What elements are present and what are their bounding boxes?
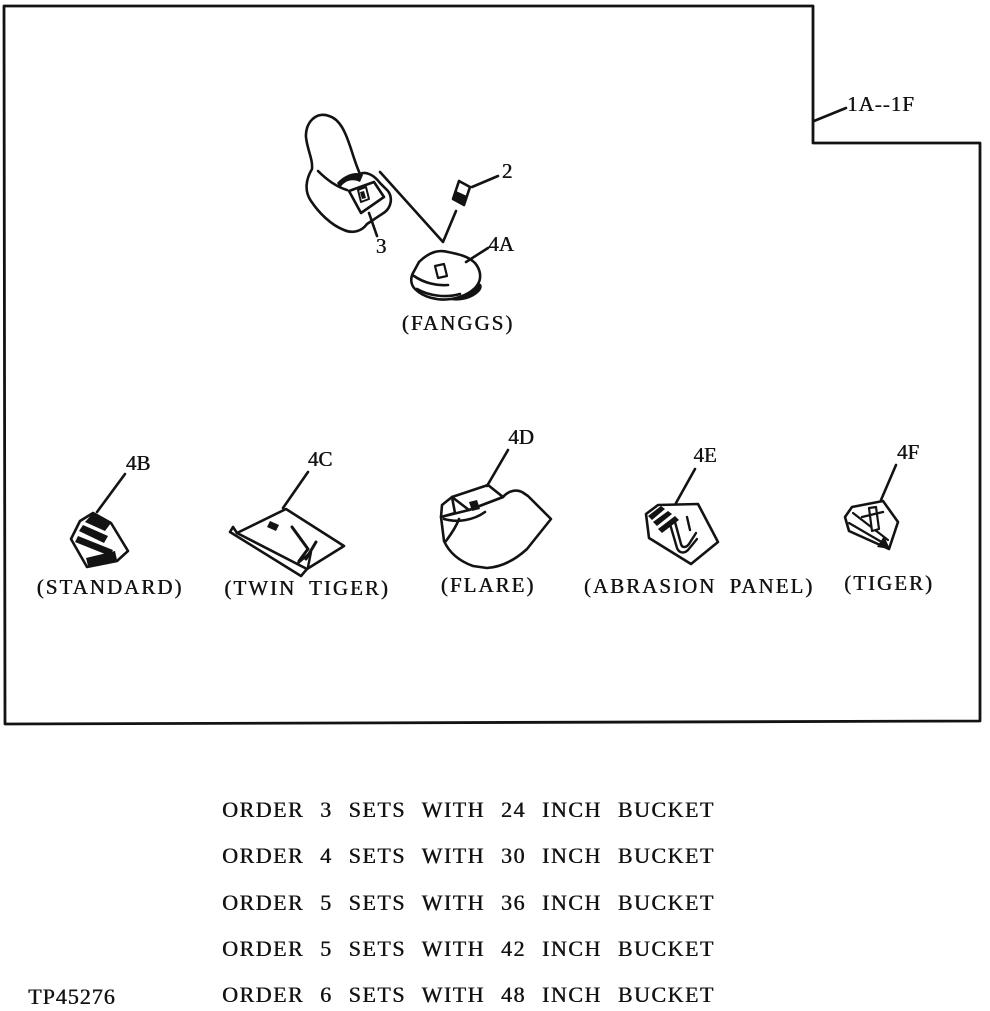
callout-4a-leader xyxy=(466,248,488,262)
abrasion-panel-caption: (ABRASION PANEL) xyxy=(583,574,815,598)
order-instruction-line: ORDER 5 SETS WITH 42 INCH BUCKET xyxy=(222,936,715,961)
pin-drawing xyxy=(453,176,498,205)
callout-3-label: 3 xyxy=(375,234,387,258)
flare-tooth-drawing xyxy=(441,450,551,568)
callout-4e-leader xyxy=(676,469,695,503)
order-instruction-line: ORDER 5 SETS WITH 36 INCH BUCKET xyxy=(222,890,715,915)
doc-code: TP45276 xyxy=(28,984,116,1009)
tiger-prong xyxy=(869,507,879,531)
range-leader-line xyxy=(814,108,846,121)
twin-tiger-tooth-drawing xyxy=(230,472,344,576)
standard-caption: (STANDARD) xyxy=(36,575,184,599)
twin-tiger-caption: (TWIN TIGER) xyxy=(224,576,390,600)
callout-4e-label: 4E xyxy=(693,443,717,467)
callout-2-leader xyxy=(472,176,498,187)
tiger-tooth-drawing xyxy=(845,465,898,549)
fanggs-tooth-drawing xyxy=(411,248,488,301)
callout-4a-label: 4A xyxy=(488,232,514,256)
fanggs-caption: (FANGGS) xyxy=(401,311,515,335)
fanggs-hole xyxy=(435,264,447,278)
adapter-drawing xyxy=(306,115,391,236)
order-instruction-line: ORDER 4 SETS WITH 30 INCH BUCKET xyxy=(222,843,715,868)
callout-4c-label: 4C xyxy=(307,447,333,471)
abrasion-panel-drawing xyxy=(646,469,718,564)
assembly-reference-lines xyxy=(380,172,456,242)
flare-caption: (FLARE) xyxy=(440,573,536,597)
callout-2-label: 2 xyxy=(501,159,513,183)
callout-4f-label: 4F xyxy=(896,440,920,464)
callout-4c-leader xyxy=(283,472,308,508)
callout-4b-leader xyxy=(97,474,125,512)
tiger-caption: (TIGER) xyxy=(844,571,934,595)
flare-nose-facet xyxy=(441,497,455,517)
range-label: 1A--1F xyxy=(847,92,915,116)
order-instruction-line: ORDER 6 SETS WITH 48 INCH BUCKET xyxy=(222,982,715,1007)
callout-4d-leader xyxy=(487,450,508,486)
callout-4b-label: 4B xyxy=(125,451,151,475)
order-instruction-line: ORDER 3 SETS WITH 24 INCH BUCKET xyxy=(222,797,715,822)
twin-tiger-plate xyxy=(237,509,344,569)
standard-tooth-drawing xyxy=(71,474,128,567)
callout-4f-leader xyxy=(881,465,896,500)
callout-4d-label: 4D xyxy=(508,425,534,449)
